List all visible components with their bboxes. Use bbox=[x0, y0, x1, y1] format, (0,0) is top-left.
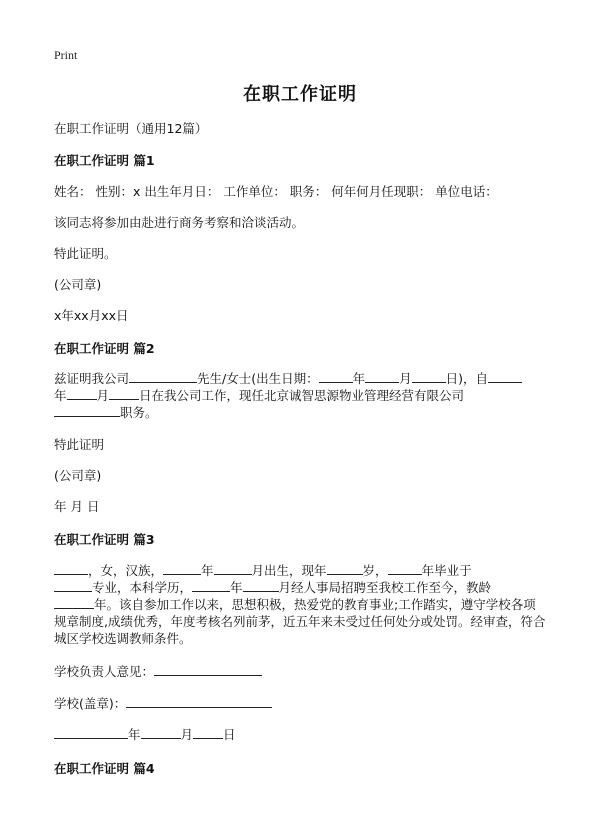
section3-paragraph-rest bbox=[54, 596, 546, 647]
text-fragment: 月经人事局招聘至我校工作至今，教龄 bbox=[278, 580, 492, 595]
section3-opinion-line bbox=[54, 663, 262, 680]
opinion-signature-field bbox=[154, 663, 262, 676]
opinion-label: 学校负责人意见： bbox=[54, 664, 155, 679]
text-fragment: 先生/女士(出生日期： bbox=[197, 371, 319, 386]
section2-seal-line: (公司章) bbox=[54, 468, 102, 483]
section1-date-line: x年xx月xx日 bbox=[54, 308, 129, 323]
text-fragment: 年 bbox=[201, 563, 214, 578]
text-fragment: 月出生，现年 bbox=[251, 563, 327, 578]
seal-field bbox=[126, 695, 272, 708]
blank-field bbox=[54, 562, 88, 575]
text-fragment: 年毕业于 bbox=[421, 563, 472, 578]
blank-field bbox=[193, 726, 223, 739]
blank-field bbox=[365, 370, 399, 383]
intro-line: 在职工作证明（通用12篇） bbox=[54, 121, 208, 136]
text-fragment: 岁， bbox=[362, 563, 388, 578]
blank-field bbox=[192, 579, 230, 592]
section1-seal-line: (公司章) bbox=[54, 277, 102, 292]
seal-label: 学校(盖章)： bbox=[54, 696, 127, 711]
print-link[interactable]: Print bbox=[54, 48, 78, 62]
blank-field bbox=[243, 579, 279, 592]
text-fragment: 年 bbox=[54, 388, 67, 403]
section-heading-1: 在职工作证明 篇1 bbox=[54, 153, 155, 168]
section2-paragraph-line3 bbox=[54, 404, 158, 421]
blank-field bbox=[109, 387, 139, 400]
section3-paragraph-line1 bbox=[54, 562, 472, 579]
section1-fields-line: 姓名： 性别：x 出生年月日： 工作单位： 职务： 何年何月任现职： 单位电话： bbox=[54, 184, 498, 199]
text-fragment: 年 bbox=[230, 580, 243, 595]
section-heading-3: 在职工作证明 篇3 bbox=[54, 532, 155, 547]
text-fragment: 月 bbox=[96, 388, 110, 403]
blank-field bbox=[163, 562, 201, 575]
date-day-label: 日 bbox=[223, 727, 236, 742]
section3-date-line bbox=[54, 726, 236, 743]
section2-paragraph-line2 bbox=[54, 387, 464, 404]
section2-paragraph-line1 bbox=[54, 370, 522, 387]
blank-field bbox=[327, 562, 363, 575]
section3-paragraph-line2 bbox=[54, 579, 491, 596]
blank-field bbox=[488, 370, 522, 383]
blank-field bbox=[129, 370, 197, 383]
text-fragment: 职务。 bbox=[120, 405, 158, 420]
section1-purpose-line: 该同志将参加由赴进行商务考察和洽谈活动。 bbox=[54, 215, 305, 230]
section2-certify-line: 特此证明 bbox=[54, 437, 105, 452]
text-fragment: 日)，自 bbox=[445, 371, 489, 386]
text-fragment: 年 bbox=[352, 371, 366, 386]
blank-field bbox=[67, 387, 97, 400]
text-fragment: 月 bbox=[399, 371, 412, 386]
text-fragment: 专业，本科学历， bbox=[92, 580, 193, 595]
section2-date-line: 年 月 日 bbox=[54, 499, 100, 514]
text-fragment: ，女，汉族， bbox=[88, 563, 164, 578]
section3-seal-line bbox=[54, 695, 272, 712]
date-month-label: 月 bbox=[180, 727, 194, 742]
section-heading-4: 在职工作证明 篇4 bbox=[54, 761, 155, 776]
blank-field bbox=[54, 579, 92, 592]
blank-field bbox=[388, 562, 422, 575]
section-heading-2: 在职工作证明 篇2 bbox=[54, 341, 155, 356]
text-fragment: 年。该自参加工作以来，思想积极，热爱党的教育事业;工作踏实，遵守学校各项规章制度,成绩优秀，年度考核名列前茅，近五年来未受过任何处分或处罚。经审查，符合城区学校选调教师条件。 bbox=[54, 597, 546, 646]
blank-field bbox=[54, 596, 94, 609]
page-title: 在职工作证明 bbox=[243, 84, 357, 105]
blank-field bbox=[54, 726, 128, 739]
blank-field bbox=[214, 562, 252, 575]
section1-certify-line: 特此证明。 bbox=[54, 246, 117, 261]
blank-field bbox=[54, 404, 120, 417]
blank-field bbox=[412, 370, 446, 383]
text-fragment: 日在我公司工作，现任北京诚智思源物业管理经营有限公司 bbox=[139, 388, 465, 403]
blank-field bbox=[319, 370, 353, 383]
blank-field bbox=[141, 726, 181, 739]
date-year-label: 年 bbox=[128, 727, 141, 742]
text-fragment: 兹证明我公司 bbox=[54, 371, 130, 386]
